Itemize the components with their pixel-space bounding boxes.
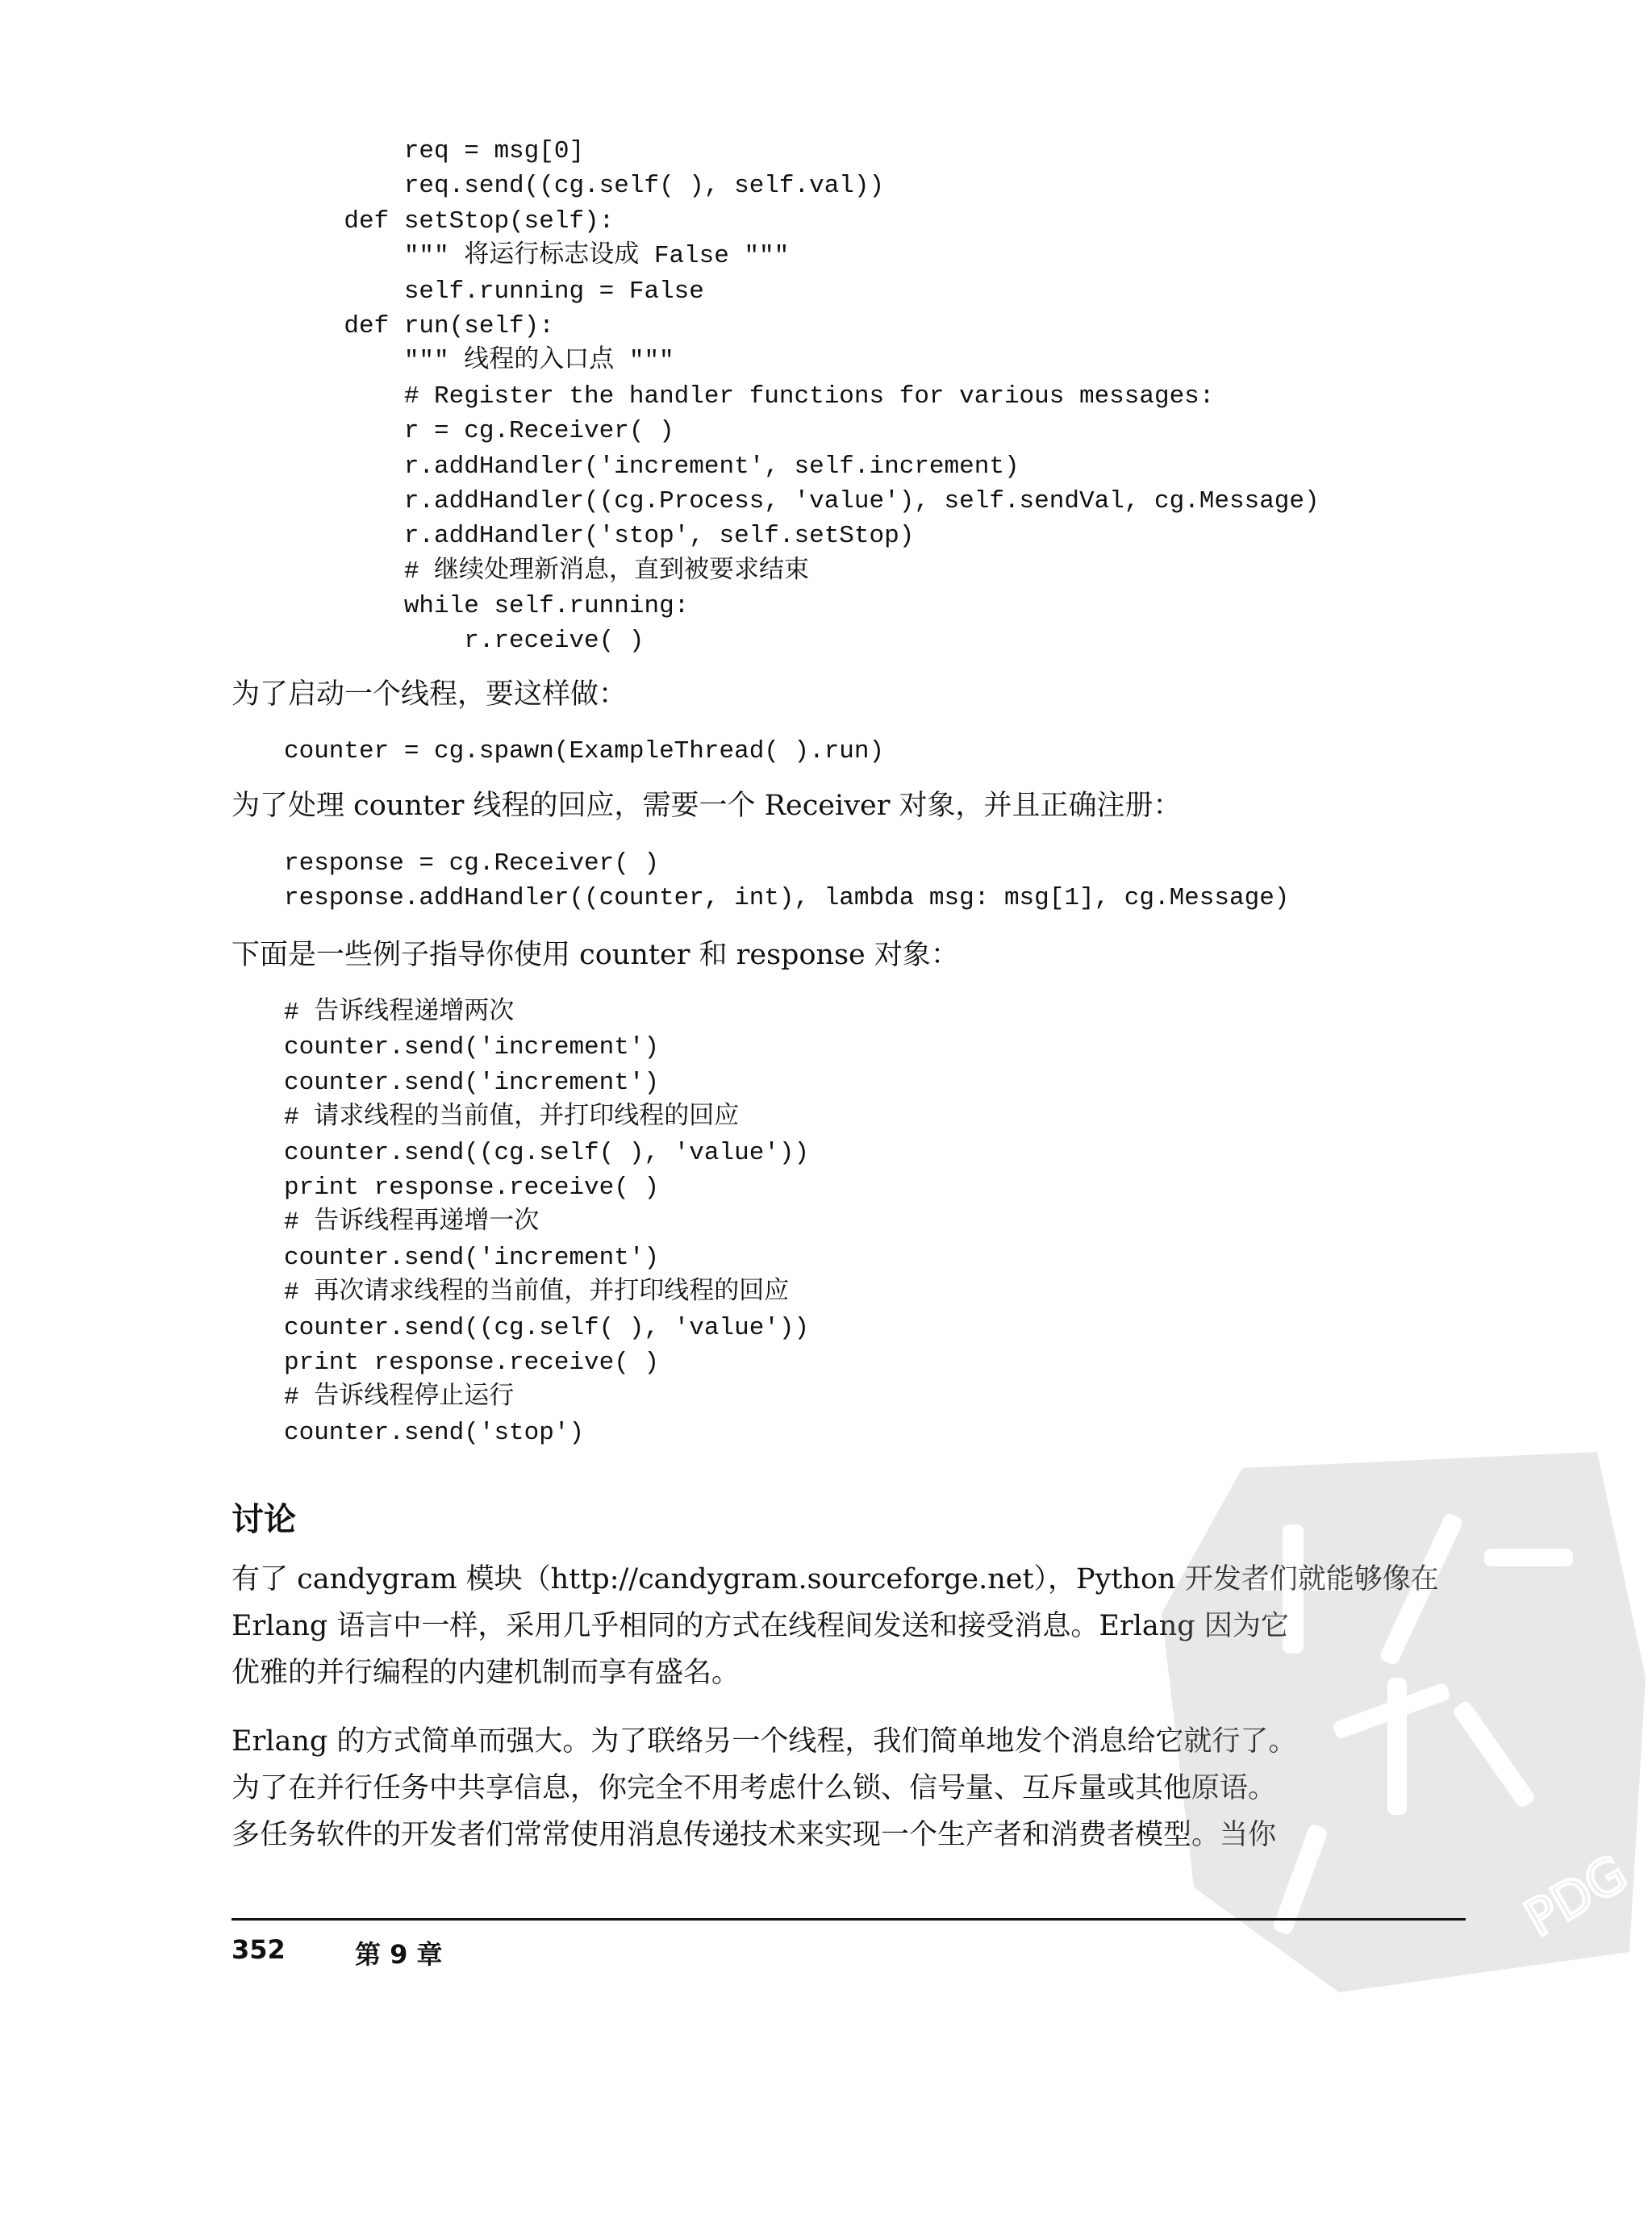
watermark-seal xyxy=(1145,1436,1652,2000)
text-receiver-registration: 为了处理 counter 线程的回应，需要一个 Receiver 对象，并且正确注册： xyxy=(232,790,1182,822)
code-line: def run(self): xyxy=(284,311,554,340)
code-line: counter.send('increment') xyxy=(284,1068,660,1097)
watermark-text: PDG xyxy=(1514,1843,1637,1949)
code-line: counter.send('increment') xyxy=(284,1033,660,1062)
code-block-examples xyxy=(284,995,809,1450)
code-line: counter.send('stop') xyxy=(284,1418,585,1447)
code-block-response xyxy=(284,846,1289,916)
code-line: response.addHandler((counter, int), lambda msg: msg[1], cg.Message) xyxy=(284,884,1290,913)
code-line: # 告诉线程递增两次 xyxy=(284,999,515,1027)
code-line: print response.receive( ) xyxy=(284,1348,660,1377)
code-block-thread-class xyxy=(284,134,1320,659)
code-line: req.send((cg.self( ), self.val)) xyxy=(284,172,885,201)
paragraph-line: Erlang 语言中一样，采用几乎相同的方式在线程间发送和接受消息。Erlang 因为它 xyxy=(232,1610,1289,1642)
section-heading-discussion: 讨论 xyxy=(232,1501,296,1538)
paragraph-line: Erlang 的方式简单而强大。为了联络另一个线程，我们简单地发个消息给它就行了。 xyxy=(232,1725,1297,1758)
page-number: 352 xyxy=(232,1934,286,1965)
footer-rule xyxy=(232,1918,1466,1921)
code-line: r = cg.Receiver( ) xyxy=(284,417,674,446)
paragraph-line: 有了 candygram 模块（http://candygram.sourceforge.net），Python 开发者们就能够像在 xyxy=(232,1563,1439,1595)
code-line: r.addHandler('stop', self.setStop) xyxy=(284,522,915,551)
code-line: counter.send((cg.self( ), 'value')) xyxy=(284,1313,810,1342)
code-line: print response.receive( ) xyxy=(284,1173,660,1202)
code-line: req = msg[0] xyxy=(284,137,585,165)
paragraph-line: 为了在并行任务中共享信息，你完全不用考虑什么锁、信号量、互斥量或其他原语。 xyxy=(232,1772,1277,1804)
code-line: self.running = False xyxy=(284,277,704,306)
paragraph-line: 优雅的并行编程的内建机制而享有盛名。 xyxy=(232,1657,740,1689)
paragraph-line: 多任务软件的开发者们常常使用消息传递技术来实现一个生产者和消费者模型。当你 xyxy=(232,1819,1277,1851)
code-line: counter.send((cg.self( ), 'value')) xyxy=(284,1138,810,1167)
text-start-thread: 为了启动一个线程，要这样做： xyxy=(232,678,628,711)
code-line: while self.running: xyxy=(284,592,690,621)
code-line: def setStop(self): xyxy=(284,206,615,236)
code-line: response = cg.Receiver( ) xyxy=(284,849,660,878)
chapter-label: 第 9 章 xyxy=(355,1939,443,1970)
code-line: r.addHandler((cg.Process, 'value'), self.sendVal, cg.Message) xyxy=(284,486,1320,515)
code-block-spawn xyxy=(284,734,884,769)
code-line: # 请求线程的当前值，并打印线程的回应 xyxy=(284,1103,740,1132)
text-usage-examples: 下面是一些例子指导你使用 counter 和 response 对象： xyxy=(232,939,959,971)
code-line: r.addHandler('increment', self.increment) xyxy=(284,452,1020,481)
code-line: # 告诉线程停止运行 xyxy=(284,1383,515,1412)
code-line: r.receive( ) xyxy=(284,627,645,656)
code-line: # 继续处理新消息，直到被要求结束 xyxy=(284,557,810,586)
code-line: counter.send('increment') xyxy=(284,1243,660,1272)
code-line: # Register the handler functions for various messages: xyxy=(284,382,1215,411)
code-line: counter = cg.spawn(ExampleThread( ).run) xyxy=(284,737,885,765)
code-line: """ 将运行标志设成 False """ xyxy=(284,242,790,271)
code-line: # 告诉线程再递增一次 xyxy=(284,1208,540,1237)
code-line: """ 线程的入口点 """ xyxy=(284,347,674,376)
code-line: # 再次请求线程的当前值，并打印线程的回应 xyxy=(284,1278,790,1308)
